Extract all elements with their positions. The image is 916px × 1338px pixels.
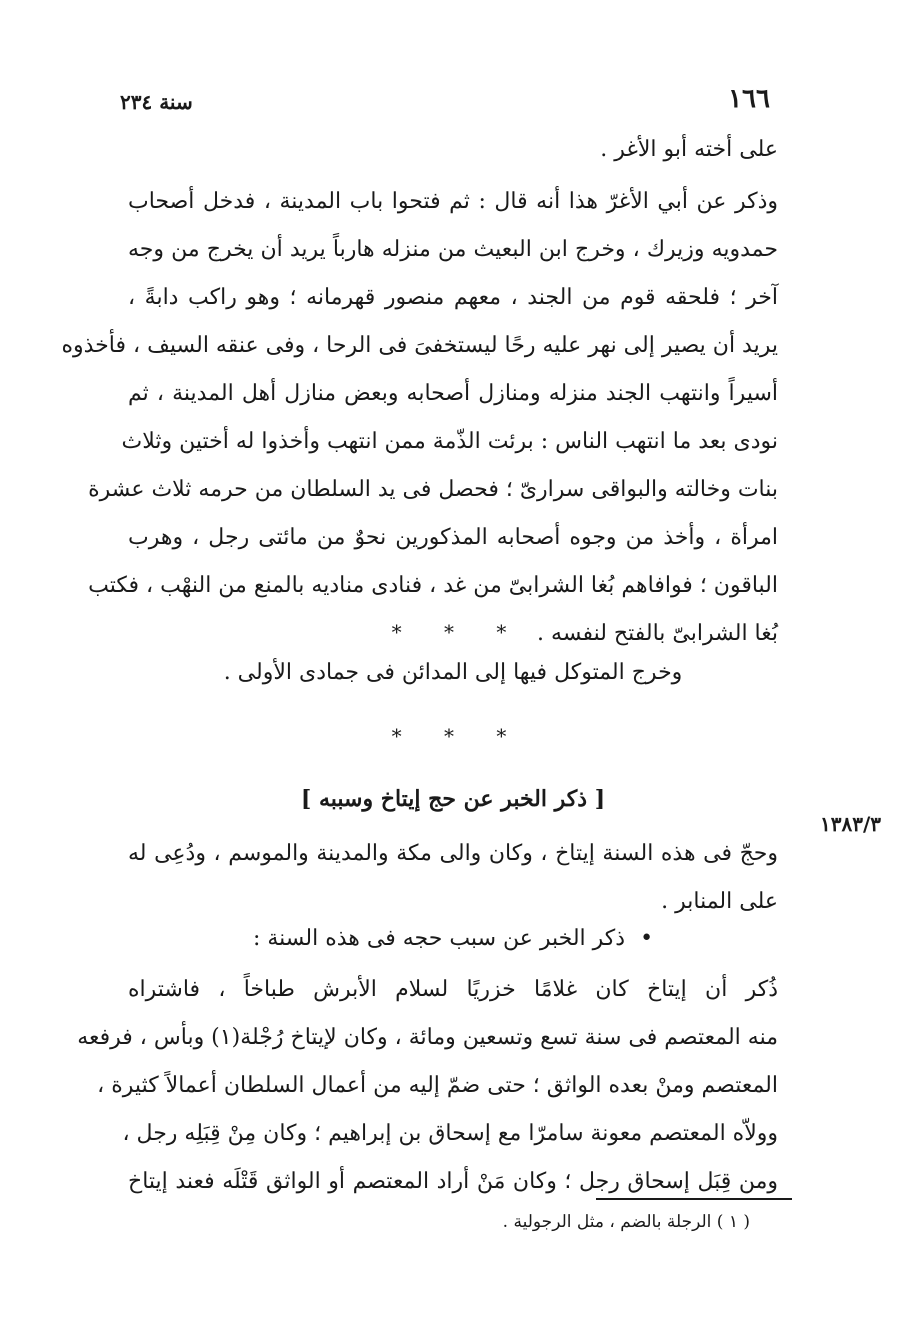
subheading-text: ذكر الخبر عن سبب حجه فى هذه السنة :	[252, 926, 626, 951]
text-line: آخر ؛ فلحقه قوم من الجند ، معهم منصور قهرمانه ؛ وهو راكب دابةً ،	[128, 285, 778, 310]
text-line: نودى بعد ما انتهب الناس : برئت الذّمة ممن انتهب وأخذوا له أختين وثلاث	[121, 429, 778, 454]
text-line: وولاّه المعتصم معونة سامرّا مع إسحاق بن إبراهيم ؛ وكان مِنْ قِبَلِه رجل ،	[122, 1121, 778, 1146]
paragraph-continuation	[128, 126, 778, 174]
text-line: الباقون ؛ فوافاهم بُغا الشرابىّ من غد ، فنادى مناديه بالمنع من النهْب ، فكتب	[88, 573, 778, 598]
text-line: ذُكر أن إيتاخ كان غلامًا خزريًا لسلام الأبرش طباخاً ، فاشتراه	[128, 977, 778, 1002]
text-line: المعتصم ومنْ بعده الواثق ؛ حتى ضمّ إليه من أعمال السلطان أعمالاً كثيرة ،	[97, 1073, 778, 1098]
text-line: على أخته أبو الأغر .	[600, 137, 778, 162]
section-separator: * * *	[391, 620, 525, 644]
margin-reference: ١٣٨٣/٣	[820, 812, 882, 836]
text-line: على المنابر .	[661, 889, 778, 914]
footnote-divider	[596, 1198, 792, 1200]
section-separator: * * *	[391, 724, 525, 748]
text-line: ومن قِبَل إسحاق رجل ؛ وكان مَنْ أراد المعتصم أو الواثق قَتْلَه فعند إيتاخ	[128, 1169, 778, 1194]
page-number: ١٦٦	[728, 84, 770, 114]
text-line: بنات وخالته والبواقى سرارىّ ؛ فحصل فى يد السلطان من حرمه ثلاث عشرة	[88, 477, 778, 502]
text-line: حمدويه وزيرك ، وخرج ابن البعيث من منزله هارباً يريد أن يخرج من وجه	[128, 237, 778, 262]
year-label: سنة ٢٣٤	[120, 90, 193, 114]
text-line: يريد أن يصير إلى نهر عليه رحًا ليستخفىَ فى الرحا ، وفى عنقه السيف ، فأخذوه	[61, 333, 778, 358]
mutawakkil-departure-line: وخرج المتوكل فيها إلى المدائن فى جمادى الأولى .	[223, 660, 683, 685]
page-header	[120, 84, 780, 124]
paragraph-hajj	[128, 830, 778, 926]
paragraph-itakh-origin	[77, 966, 778, 1206]
paragraph-capture-of-city	[61, 178, 778, 658]
bullet-icon: •	[640, 926, 654, 951]
text-line: وذكر عن أبي الأغرّ هذا أنه قال : ثم فتحوا باب المدينة ، فدخل أصحاب	[128, 189, 778, 214]
text-line: امرأة ، وأخذ من وجوه أصحابه المذكورين نحوٌ من مائتى رجل ، وهرب	[128, 525, 778, 550]
footnote: ( ١ ) الرجلة بالضم ، مثل الرجولية .	[502, 1212, 750, 1232]
text-line: وحجّ فى هذه السنة إيتاخ ، وكان والى مكة والمدينة والموسم ، ودُعِى له	[128, 841, 778, 866]
subheading	[128, 926, 778, 951]
section-heading: [ ذكر الخبر عن حج إيتاخ وسببه ]	[300, 786, 606, 812]
text-line: منه المعتصم فى سنة تسع وتسعين ومائة ، وكان لإيتاخ رُجْلة(١) وبأس ، فرفعه	[77, 1025, 778, 1050]
text-line: بُغا الشرابىّ بالفتح لنفسه .	[537, 621, 778, 646]
text-line: أسيراً وانتهب الجند منزله ومنازل أصحابه وبعض منازل أهل المدينة ، ثم	[128, 381, 778, 406]
